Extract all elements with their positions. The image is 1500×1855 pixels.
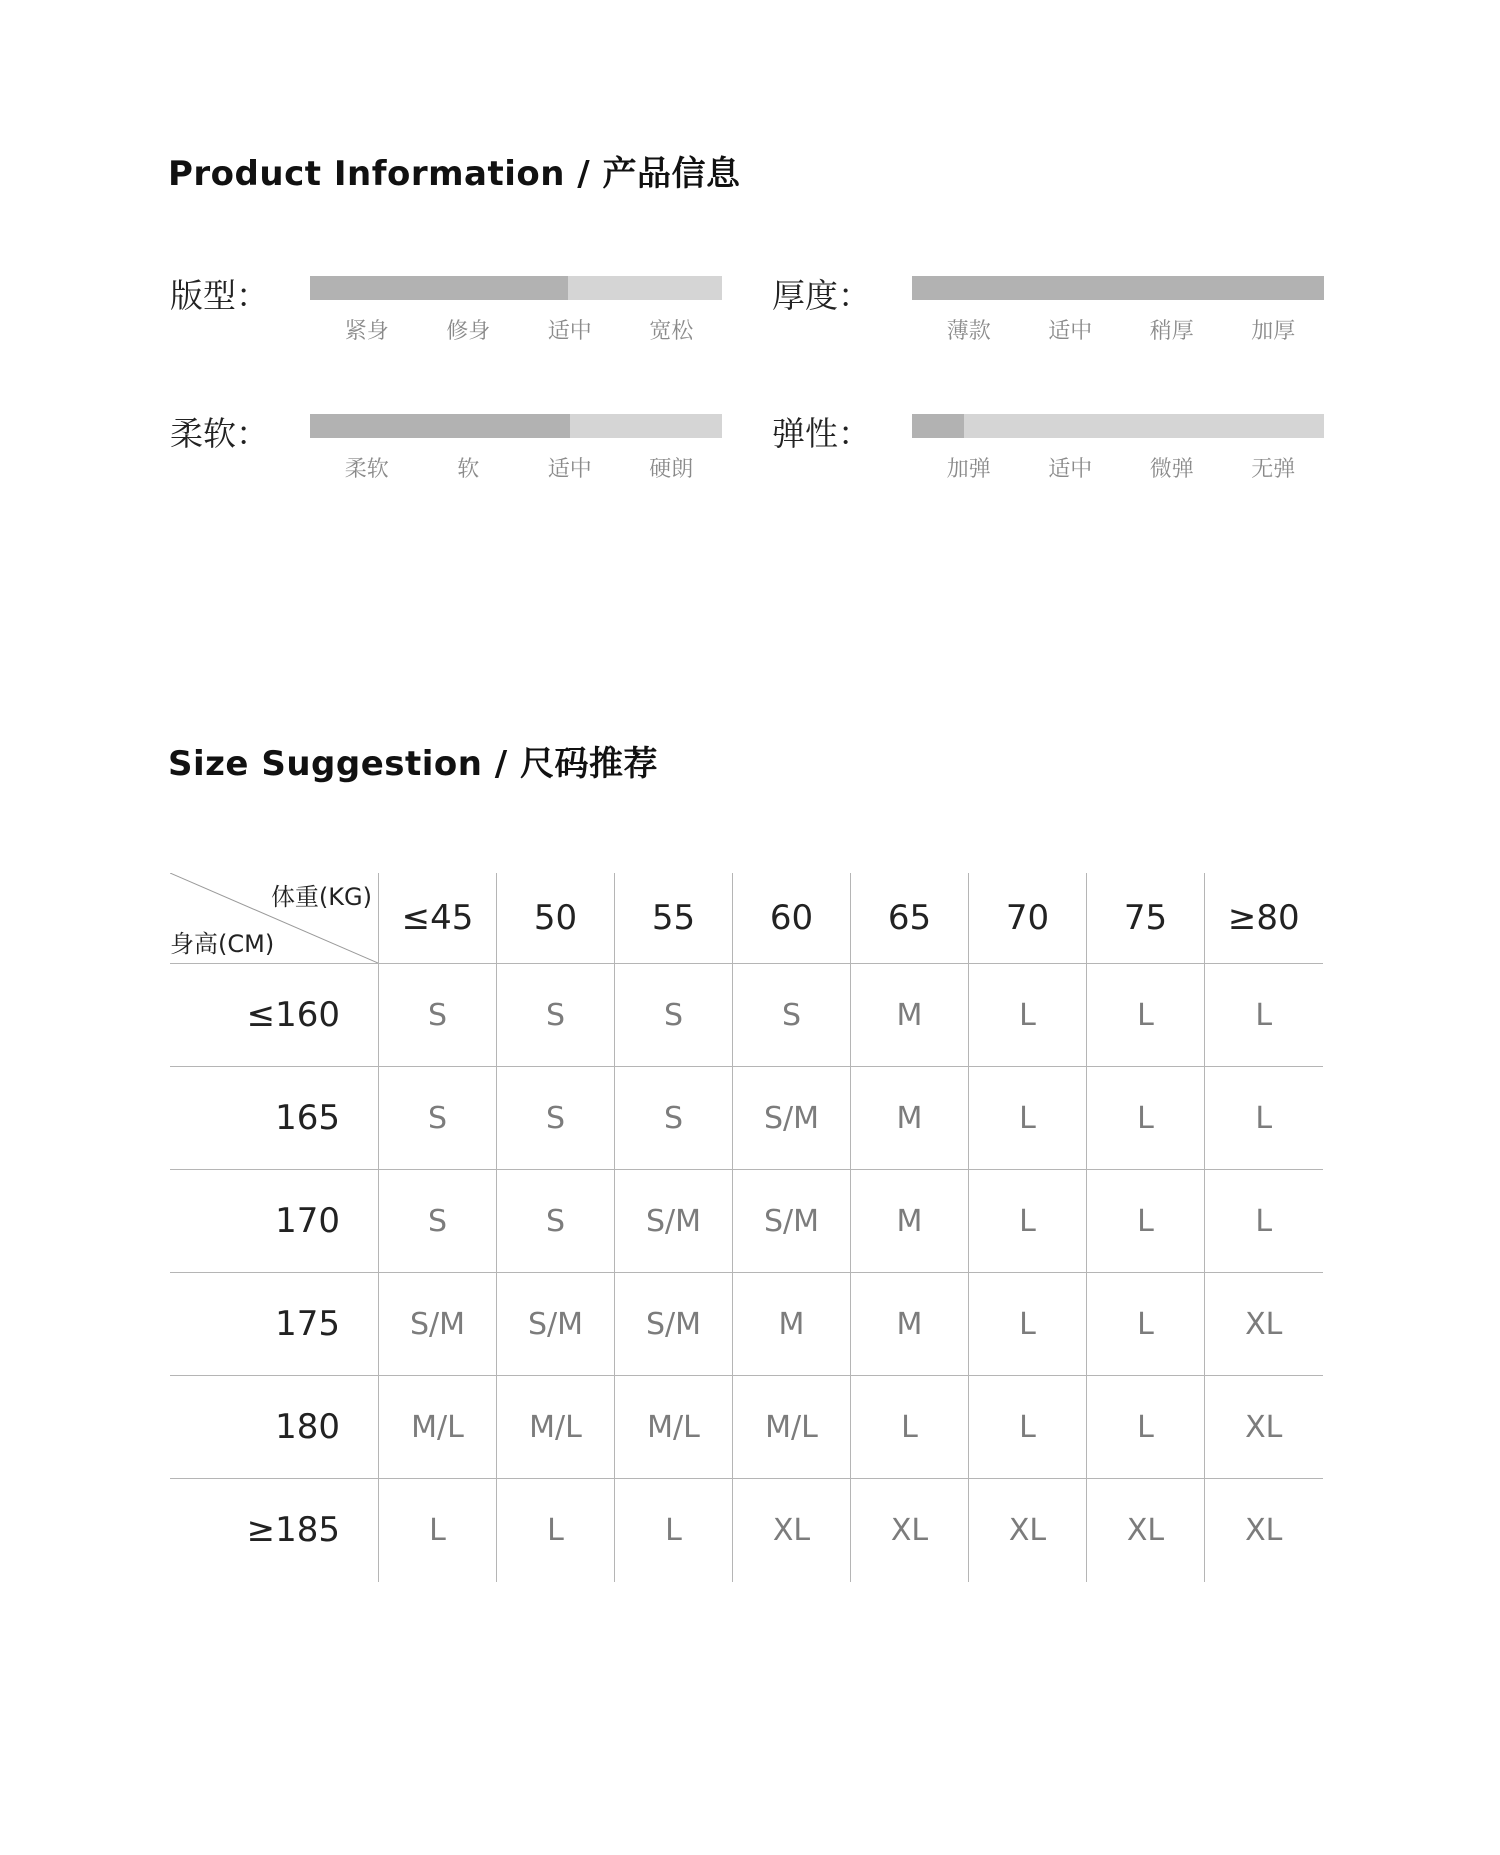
fit-label: 版型： [170,276,269,315]
size-cell: S/M [497,1273,615,1376]
elasticity-options [912,452,1324,483]
size-cell: S/M [615,1170,733,1273]
thickness-option-thin: 薄款 [946,319,991,344]
softness-options [310,452,722,483]
size-cell: L [1087,1376,1205,1479]
thickness-bar [912,276,1324,300]
weight-header: 75 [1087,873,1205,964]
size-cell: S [733,964,851,1067]
elasticity-option-medium: 适中 [1048,457,1093,482]
weight-header: 50 [497,873,615,964]
thickness-options [912,314,1324,345]
softness-option-stiff: 硬朗 [649,457,694,482]
elasticity-label: 弹性： [772,414,871,453]
size-cell: S/M [733,1170,851,1273]
fit-bar-fill [310,276,568,300]
weight-header-row [170,873,1323,964]
size-cell: S [615,1067,733,1170]
size-cell: XL [851,1479,969,1582]
weight-header: ≤45 [379,873,497,964]
size-cell: L [969,1170,1087,1273]
size-cell: S [497,964,615,1067]
height-cell: 175 [170,1273,379,1376]
size-cell: M/L [733,1376,851,1479]
elasticity-bar-fill [912,414,964,438]
size-cell: L [1087,1273,1205,1376]
size-cell: L [1205,1170,1323,1273]
height-cell: 165 [170,1067,379,1170]
corner-header-cell [170,873,379,964]
weight-header: 60 [733,873,851,964]
corner-header [170,873,378,963]
table-row [170,1376,1323,1479]
size-cell: L [497,1479,615,1582]
size-cell: L [615,1479,733,1582]
table-row [170,1170,1323,1273]
size-cell: S [615,964,733,1067]
size-cell: M [851,964,969,1067]
height-cell: ≤160 [170,964,379,1067]
softness-option-medium: 适中 [547,457,592,482]
softness-option-very-soft: 柔软 [344,457,389,482]
size-cell: L [1087,964,1205,1067]
softness-bar [310,414,722,438]
size-cell: M/L [379,1376,497,1479]
size-cell: M [851,1067,969,1170]
weight-header: 70 [969,873,1087,964]
size-cell: XL [969,1479,1087,1582]
size-cell: M [733,1273,851,1376]
fit-option-tight: 紧身 [344,319,389,344]
size-cell: L [969,1376,1087,1479]
thickness-label: 厚度： [772,276,871,315]
size-cell: M/L [615,1376,733,1479]
softness-meter [170,408,770,518]
height-axis-label: 身高(CM) [170,930,275,958]
size-cell: S [379,964,497,1067]
table-row [170,1479,1323,1582]
softness-option-soft: 软 [457,457,480,482]
thickness-option-slightly-thick: 稍厚 [1149,319,1194,344]
weight-axis-label: 体重(KG) [270,883,372,911]
fit-meter [170,270,770,380]
product-information-title: Product Information / 产品信息 [168,154,741,194]
size-cell: L [1205,1067,1323,1170]
size-cell: S [497,1067,615,1170]
elasticity-meter [772,408,1372,518]
softness-label: 柔软： [170,414,269,453]
weight-header: ≥80 [1205,873,1323,964]
thickness-option-thick: 加厚 [1251,319,1296,344]
size-cell: M/L [497,1376,615,1479]
fit-option-loose: 宽松 [649,319,694,344]
table-row [170,1273,1323,1376]
fit-option-slim: 修身 [446,319,491,344]
size-suggestion-title: Size Suggestion / 尺码推荐 [168,744,659,784]
table-row [170,1067,1323,1170]
table-row [170,964,1323,1067]
size-cell: L [1205,964,1323,1067]
thickness-option-medium: 适中 [1048,319,1093,344]
elasticity-bar [912,414,1324,438]
size-cell: XL [1205,1376,1323,1479]
fit-options [310,314,722,345]
thickness-bar-fill [912,276,1324,300]
size-cell: L [1087,1170,1205,1273]
height-cell: 180 [170,1376,379,1479]
height-cell: 170 [170,1170,379,1273]
size-cell: M [851,1273,969,1376]
thickness-meter [772,270,1372,380]
size-cell: XL [1205,1479,1323,1582]
weight-header: 65 [851,873,969,964]
size-cell: L [1087,1067,1205,1170]
size-cell: XL [1205,1273,1323,1376]
size-cell: S [379,1170,497,1273]
size-cell: S [379,1067,497,1170]
size-cell: S [497,1170,615,1273]
size-cell: L [969,1273,1087,1376]
elasticity-option-high: 加弹 [946,457,991,482]
size-cell: L [379,1479,497,1582]
size-cell: L [969,1067,1087,1170]
softness-bar-fill [310,414,570,438]
elasticity-option-none: 无弹 [1251,457,1296,482]
size-cell: XL [733,1479,851,1582]
size-cell: S/M [733,1067,851,1170]
fit-option-regular: 适中 [547,319,592,344]
size-cell: M [851,1170,969,1273]
size-chart-table [170,873,1323,1582]
height-cell: ≥185 [170,1479,379,1582]
fit-bar [310,276,722,300]
size-cell: L [851,1376,969,1479]
size-cell: S/M [615,1273,733,1376]
size-cell: L [969,964,1087,1067]
elasticity-option-slight: 微弹 [1149,457,1194,482]
size-cell: S/M [379,1273,497,1376]
weight-header: 55 [615,873,733,964]
size-cell: XL [1087,1479,1205,1582]
